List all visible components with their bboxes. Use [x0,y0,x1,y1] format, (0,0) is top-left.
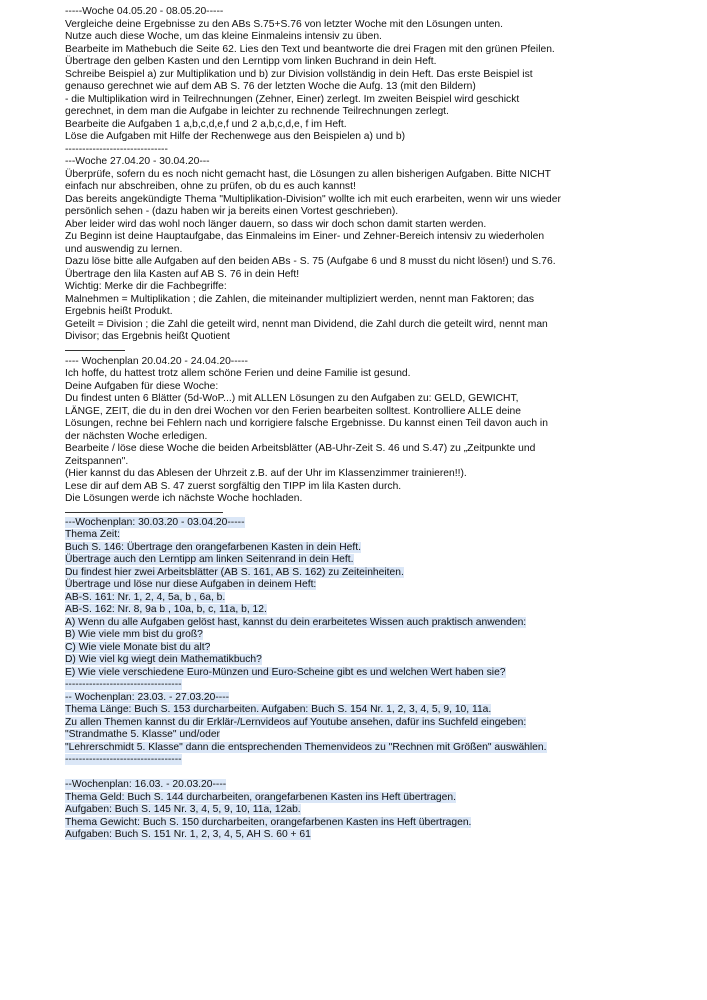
text-line: A) Wenn du alle Aufgaben gelöst hast, kannst du dein erarbeitetes Wissen auch praktisch anwenden: [65,616,527,628]
text-line: D) Wie viel kg wiegt dein Mathematikbuch? [65,654,262,665]
section-heading: -----Woche 04.05.20 - 08.05.20----- [65,6,224,17]
text-line: Bearbeite im Mathebuch die Seite 62. Lies den Text und beantworte die drei Fragen mit den grünen Pfeilen. [65,43,555,55]
text-line: Überprüfe, sofern du es noch nicht gemacht hast, die Lösungen zu allen bisherigen Aufgaben. Bitte NICHT [65,168,551,180]
text-line: Übertrage den lila Kasten auf AB S. 76 in dein Heft! [65,268,300,280]
text-line: Deine Aufgaben für diese Woche: [65,380,219,392]
section-week-27-04 [65,156,657,351]
text-line: - die Multiplikation wird in Teilrechnungen (Zehner, Einer) zerlegt. Im zweiten Beispiel wird geschickt [65,93,520,105]
text-line: Bearbeite / löse diese Woche die beiden Arbeitsblätter (AB-Uhr-Zeit S. 46 und S.47) zu „Zeitpunkte und [65,443,536,454]
text-line: Ergebnis heißt Produkt. [65,306,173,317]
text-line: Zu Beginn ist deine Hauptaufgabe, das Einmaleins im Einer- und Zehner-Bereich intensiv zu wiederholen [65,231,545,242]
text-line: Die Lösungen werde ich nächste Woche hochladen. [65,493,303,504]
separator-rule [65,512,223,513]
text-line: Thema Geld: Buch S. 144 durcharbeiten, orangefarbenen Kasten ins Heft übertragen. [65,791,456,803]
text-line: Thema Zeit: [65,529,120,540]
text-line: C) Wie viele Monate bist du alt? [65,641,211,653]
text-line: Löse die Aufgaben mit Hilfe der Rechenwege aus den Beispielen a) und b) [65,131,406,142]
text-line: B) Wie viele mm bist du groß? [65,629,203,640]
text-line: Übertrage den gelben Kasten und den Lerntipp vom linken Buchrand in dein Heft. [65,56,437,67]
text-line: Malnehmen = Multiplikation ; die Zahlen, die miteinander multipliziert werden, nennt man Faktoren; das [65,293,535,305]
text-line: Du findest unten 6 Blätter (5d-WoP...) mit ALLEN Lösungen zu den Aufgaben zu: GELD, GEWICHT, [65,393,519,404]
text-line: "Lehrerschmidt 5. Klasse" dann die entsprechenden Themenvideos zu "Rechnen mit Größen" auswählen. [65,741,547,753]
text-line: Zu allen Themen kannst du dir Erklär-/Lernvideos auf Youtube ansehen, dafür ins Suchfeld eingeben: [65,716,527,728]
text-line: Geteilt = Division ; die Zahl die geteilt wird, nennt man Dividend, die Zahl durch die geteilt wird, nennt man [65,318,548,330]
text-line: Du findest hier zwei Arbeitsblätter (AB S. 161, AB S. 162) zu Zeiteinheiten. [65,566,404,578]
text-line: AB-S. 162: Nr. 8, 9a b , 10a, b, c, 11a, b, 12. [65,604,267,615]
text-line: Schreibe Beispiel a) zur Multiplikation und b) zur Division vollständig in dein Heft. Das erste Beispiel ist [65,68,533,80]
text-line: Aufgaben: Buch S. 145 Nr. 3, 4, 5, 9, 10, 11a, 12ab. [65,804,301,815]
text-line: "Strandmathe 5. Klasse" und/oder [65,729,220,740]
text-line: Wichtig: Merke dir die Fachbegriffe: [65,281,227,292]
text-line: gerechnet, in dem man die Aufgabe in leichter zu rechnende Teilrechnungen zerlegt. [65,106,449,117]
text-line: (Hier kannst du das Ablesen der Uhrzeit z.B. auf der Uhr im Klassenzimmer trainieren!!). [65,468,467,479]
text-line: Bearbeite die Aufgaben 1 a,b,c,d,e,f und 2 a,b,c,d,e, f im Heft. [65,118,347,130]
text-line: Lese dir auf dem AB S. 47 zuerst sorgfältig den TIPP im lila Kasten durch. [65,480,402,492]
text-line: LÄNGE, ZEIT, die du in den drei Wochen vor den Ferien bearbeiten solltest. Kontrolliere ALLE deine [65,405,521,417]
separator-dashes: ---------------------------------- [65,754,182,765]
text-line: Divisor; das Ergebnis heißt Quotient [65,331,230,342]
text-line: Das bereits angekündigte Thema "Multiplikation-Division" wollte ich mit euch erarbeiten, wenn wir uns wieder [65,193,561,205]
section-heading: ---- Wochenplan 20.04.20 - 24.04.20----- [65,355,248,367]
text-line: Aber leider wird das wohl noch länger dauern, so dass wir doch schon damit starten werden. [65,218,487,230]
text-line: AB-S. 161: Nr. 1, 2, 4, 5a, b , 6a, b. [65,591,226,603]
text-line: Lösungen, rechne bei Fehlern nach und korrigiere falsche Ergebnisse. Du kannst einen Teil davon auch in [65,418,548,429]
separator-dashes: ------------------------------ [65,143,168,155]
text-line: der nächsten Woche erledigen. [65,430,208,442]
section-week-04-05 [65,6,657,156]
text-line: Nutze auch diese Woche, um das kleine Einmaleins intensiv zu üben. [65,31,382,42]
section-week-16-03 [65,779,657,842]
text-line: E) Wie viele verschiedene Euro-Münzen und Euro-Scheine gibt es und welchen Wert haben sie? [65,666,506,678]
text-line: Zeitspannen". [65,455,129,467]
section-week-30-03 [65,517,657,692]
text-line: Vergleiche deine Ergebnisse zu den ABs S.75+S.76 von letzter Woche mit den Lösungen unten. [65,18,504,30]
text-line: und auswendig zu lernen. [65,243,183,255]
text-line: Aufgaben: Buch S. 151 Nr. 1, 2, 3, 4, 5, AH S. 60 + 61 [65,829,311,840]
text-line: Übertrage auch den Lerntipp am linken Seitenrand in dein Heft. [65,554,354,565]
section-week-20-04 [65,356,657,513]
spacer [65,767,657,780]
text-line: Ich hoffe, du hattest trotz allem schöne Ferien und deine Familie ist gesund. [65,368,411,379]
text-line: Thema Gewicht: Buch S. 150 durcharbeiten, orangefarbenen Kasten ins Heft übertragen. [65,816,472,828]
text-line: Thema Länge: Buch S. 153 durcharbeiten. Aufgaben: Buch S. 154 Nr. 1, 2, 3, 4, 5, 9, 10, 11a. [65,704,492,715]
section-heading: -- Wochenplan: 23.03. - 27.03.20---- [65,691,230,703]
section-heading: ---Wochenplan: 30.03.20 - 03.04.20----- [65,516,245,528]
text-line: genauso gerechnet wie auf dem AB S. 76 der letzten Woche die Aufg. 13 (mit den Bildern) [65,81,476,92]
text-line: persönlich sehen - (dazu haben wir ja bereits einen Vortest geschrieben). [65,206,399,217]
text-line: Buch S. 146: Übertrage den orangefarbenen Kasten in dein Heft. [65,541,361,553]
separator-dashes: ---------------------------------- [65,679,182,690]
text-line: Übertrage und löse nur diese Aufgaben in deinem Heft: [65,579,317,590]
separator-rule [65,350,125,351]
section-heading: --Wochenplan: 16.03. - 20.03.20---- [65,779,227,790]
text-line: einfach nur abschreiben, ohne zu prüfen, ob du es auch kannst! [65,181,356,192]
section-week-23-03 [65,692,657,767]
section-heading: ---Woche 27.04.20 - 30.04.20--- [65,156,210,167]
text-line: Dazu löse bitte alle Aufgaben auf den beiden ABs - S. 75 (Aufgabe 6 und 8 musst du nicht lösen!) und S.76. [65,256,556,267]
